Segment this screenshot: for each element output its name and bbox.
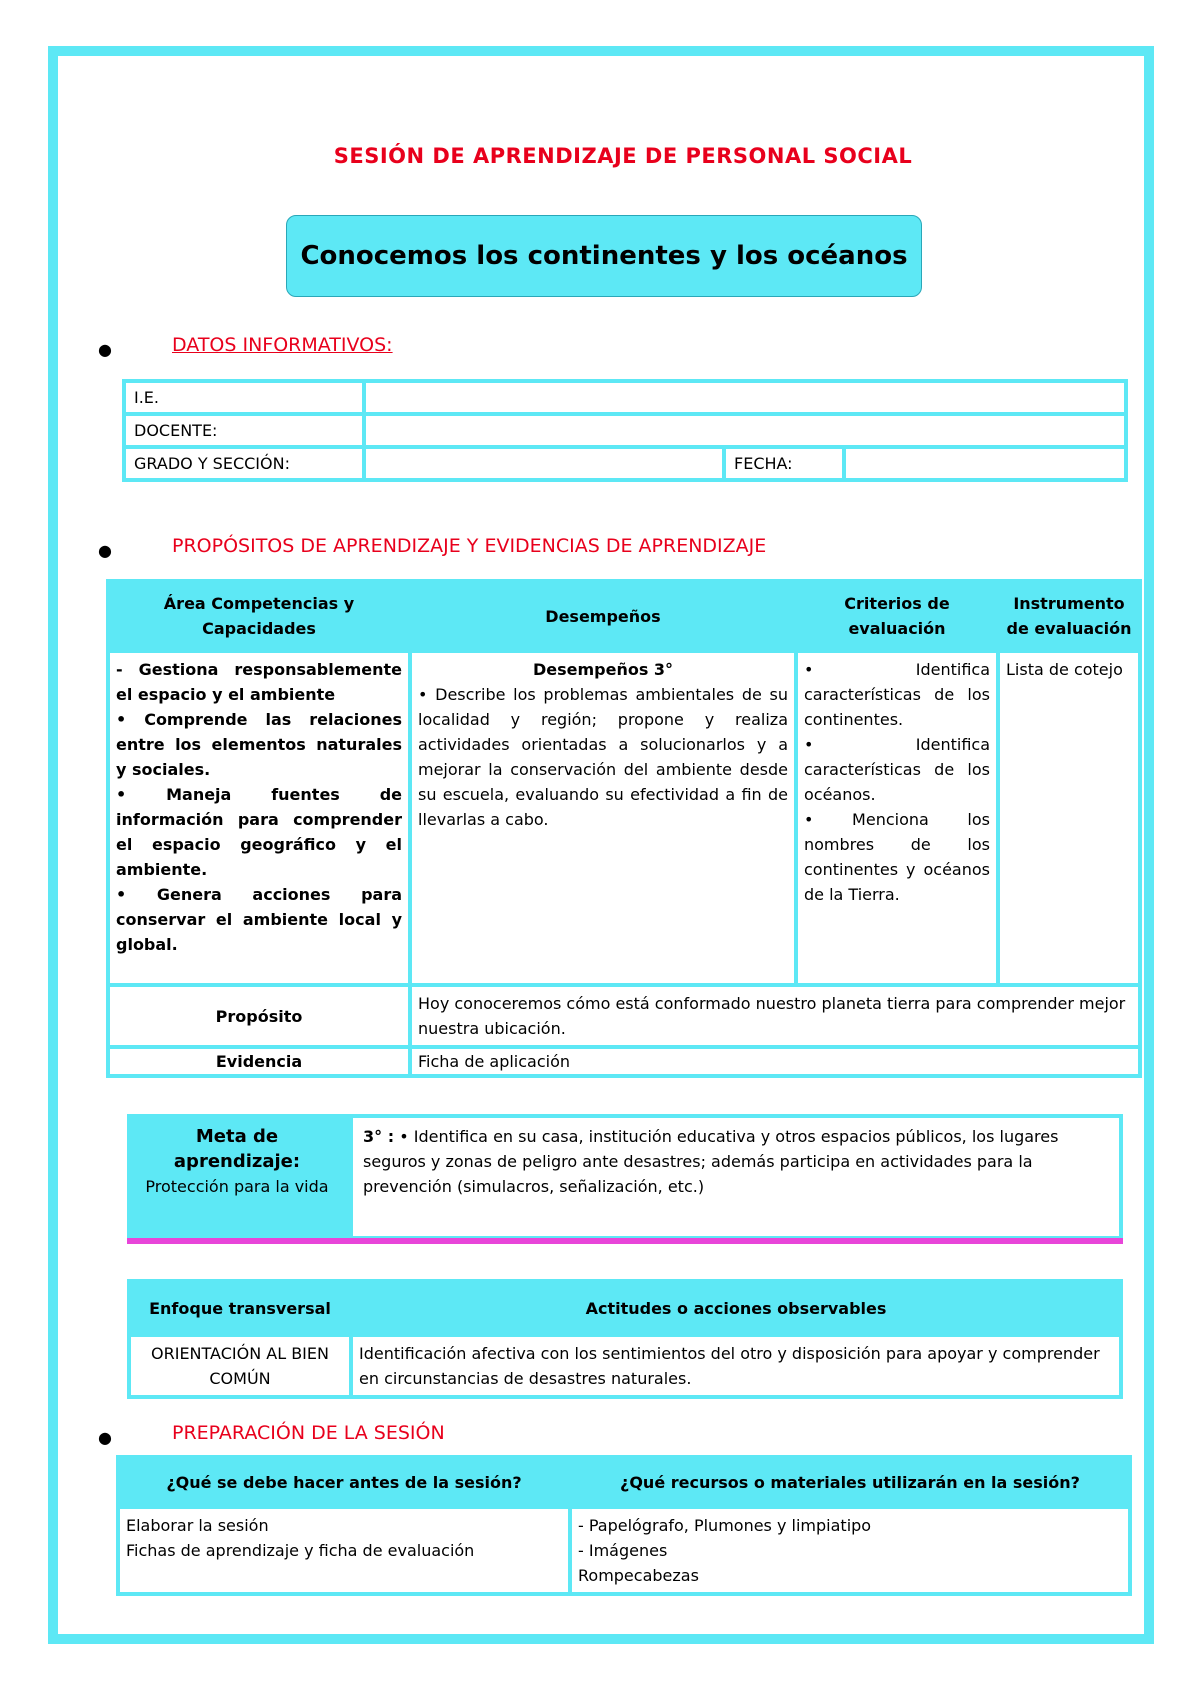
page-title: SESIÓN DE APRENDIZAJE DE PERSONAL SOCIAL xyxy=(333,144,913,168)
preparacion-heading: PREPARACIÓN DE LA SESIÓN xyxy=(172,1422,445,1444)
propositos-table xyxy=(106,579,1142,1078)
proposito-text: Hoy conoceremos cómo está conformado nuestro planeta tierra para comprender mejor nuestra ubicación. xyxy=(412,987,1138,1045)
area-line: • Genera acciones para conservar el ambiente local y global. xyxy=(116,885,402,954)
col-enfoque: Enfoque transversal xyxy=(131,1283,349,1333)
ie-value xyxy=(366,383,1124,412)
propositos-heading: PROPÓSITOS DE APRENDIZAJE Y EVIDENCIAS DE APRENDIZAJE xyxy=(172,535,767,557)
meta-label-cell xyxy=(127,1114,347,1238)
evidencia-text: Ficha de aplicación xyxy=(412,1049,1138,1074)
datos-heading: DATOS INFORMATIVOS: xyxy=(172,334,393,356)
bullet-icon: ● xyxy=(98,1428,112,1447)
recursos-cell xyxy=(572,1509,1128,1592)
col-instrumento: Instrumento de evaluación xyxy=(1000,583,1138,649)
preparacion-table xyxy=(116,1455,1132,1596)
grado-value xyxy=(366,449,722,478)
instrumento-cell: Lista de cotejo xyxy=(1000,653,1138,983)
ie-label: I.E. xyxy=(126,383,362,412)
area-line: - Gestiona responsablemente el espacio y el ambiente xyxy=(116,660,402,704)
antes-item: Elaborar la sesión xyxy=(126,1516,269,1535)
antes-cell xyxy=(120,1509,568,1592)
antes-item: Fichas de aprendizaje y ficha de evaluación xyxy=(126,1541,475,1560)
meta-text-cell xyxy=(353,1118,1119,1236)
evidencia-label: Evidencia xyxy=(110,1049,408,1074)
topic-box xyxy=(286,215,922,297)
recurso-item: Rompecabezas xyxy=(578,1566,699,1585)
meta-bottom-bar xyxy=(127,1238,1123,1244)
area-line: • Comprende las relaciones entre los elementos naturales y sociales. xyxy=(116,710,402,779)
enfoque-table xyxy=(127,1279,1123,1399)
col-antes: ¿Qué se debe hacer antes de la sesión? xyxy=(120,1459,568,1505)
col-area: Área Competencias y Capacidades xyxy=(110,583,408,649)
area-cell xyxy=(110,653,408,983)
desempenos-title: Desempeños 3° xyxy=(532,660,674,679)
meta-grade: 3° : xyxy=(363,1127,395,1146)
topic-title: Conocemos los continentes y los océanos xyxy=(300,241,908,271)
col-criterios: Criterios de evaluación xyxy=(798,583,996,649)
datos-table xyxy=(122,379,1128,482)
criterio-item: • Identifica características de los océanos. xyxy=(804,735,990,804)
criterio-item: • Menciona los nombres de los continentes y océanos de la Tierra. xyxy=(804,810,990,904)
col-actitudes: Actitudes o acciones observables xyxy=(353,1283,1119,1333)
docente-value xyxy=(366,416,1124,445)
criterios-cell xyxy=(798,653,996,983)
fecha-value xyxy=(846,449,1124,478)
bullet-icon: ● xyxy=(98,340,112,359)
fecha-label: FECHA: xyxy=(726,449,842,478)
proposito-label: Propósito xyxy=(110,987,408,1045)
meta-text: • Identifica en su casa, institución educativa y otros espacios públicos, los lugares seguros y zonas de peligro ante desastres; además participa en actividades para la prevención (simulacros, señalización, etc.) xyxy=(363,1127,1059,1196)
enfoque-value: ORIENTACIÓN AL BIEN COMÚN xyxy=(131,1337,349,1395)
bullet-icon: ● xyxy=(98,541,112,560)
meta-sub: Protección para la vida xyxy=(145,1177,329,1196)
area-line: • Maneja fuentes de información para comprender el espacio geográfico y el ambiente. xyxy=(116,785,402,879)
enfoque-actitud: Identificación afectiva con los sentimientos del otro y disposición para apoyar y comprender en circunstancias de desastres naturales. xyxy=(353,1337,1119,1395)
criterio-item: • Identifica características de los continentes. xyxy=(804,660,990,729)
desempenos-text: • Describe los problemas ambientales de su localidad y región; propone y realiza actividades orientadas a solucionarlos y a mejorar la conservación del ambiente desde su escuela, evaluando su efectividad a fin de llevarlas a cabo. xyxy=(418,685,788,829)
meta-box xyxy=(127,1114,1123,1244)
meta-label-line: Meta de xyxy=(195,1126,279,1147)
recurso-item: - Papelógrafo, Plumones y limpiatipo xyxy=(578,1516,872,1535)
grado-label: GRADO Y SECCIÓN: xyxy=(126,449,362,478)
meta-label-line: aprendizaje: xyxy=(173,1151,301,1172)
recurso-item: - Imágenes xyxy=(578,1541,668,1560)
desempenos-cell xyxy=(412,653,794,983)
col-recursos: ¿Qué recursos o materiales utilizarán en la sesión? xyxy=(572,1459,1128,1505)
col-desempenos: Desempeños xyxy=(412,583,794,649)
docente-label: DOCENTE: xyxy=(126,416,362,445)
